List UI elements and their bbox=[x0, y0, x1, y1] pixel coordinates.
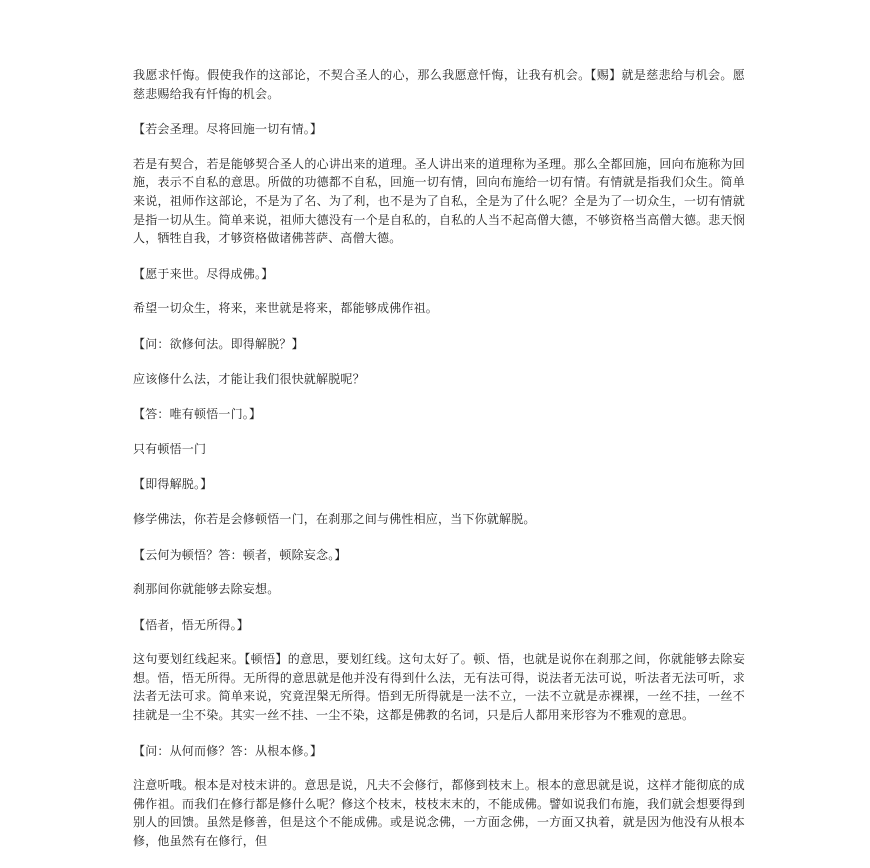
paragraph-repentance: 我愿求忏悔。假使我作的这部论，不契合圣人的心，那么我愿意忏悔，让我有机会。【赐】就是慈悲给与机会。愿慈悲赐给我有忏悔的机会。 bbox=[133, 68, 745, 101]
paragraph-root-practice: 注意听哦。根本是对枝末讲的。意思是说，凡夫不会修行，都修到枝末上。根本的意思就是说，这样才能彻底的成佛作祖。而我们在修行都是修什么呢？修这个枝末，枝枝末末的，不能成佛。譬如说我们布施，我们就会想要得到别人的回馈。虽然是修善，但是这个不能成佛。或是说念佛，一方面念佛，一方面又执着，就是因为他没有从根本修，他虽然有在修行，但 bbox=[133, 778, 745, 849]
paragraph-liberation: 修学佛法，你若是会修顿悟一门，在刹那之间与佛性相应，当下你就解脱。 bbox=[133, 511, 536, 526]
heading-answer-sudden: 【答：唯有顿悟一门。】 bbox=[133, 407, 262, 422]
paragraph-no-attainment: 这句要划红线起来。【顿悟】的意思，要划红线。这句太好了。顿、悟，也就是说你在刹那之间，你就能够去除妄想。悟，悟无所得。无所得的意思就是他并没有得到什么法，无有法可得，说法者无法可说，听法者无法可听，求法者无法可求。简单来说，究竟涅槃无所得。悟到无所得就是一法不立，一法不立就是赤裸裸，一丝不挂，一丝不挂就是一尘不染。其实一丝不挂、一尘不染，这都是佛教的名词，只是后人都用来形容为不雅观的意思。 bbox=[133, 652, 745, 723]
heading-no-attainment: 【悟者，悟无所得。】 bbox=[133, 617, 250, 632]
document-body bbox=[133, 66, 745, 868]
heading-root-practice: 【问：从何而修？答：从根本修。】 bbox=[133, 743, 323, 758]
paragraph-future-buddhahood: 希望一切众生，将来，来世就是将来，都能够成佛作祖。 bbox=[133, 301, 439, 316]
heading-future-buddhahood: 【愿于来世。尽得成佛。】 bbox=[133, 266, 274, 281]
paragraph-dedicate-merit: 若是有契合，若是能够契合圣人的心讲出来的道理。圣人讲出来的道理称为圣理。那么全都回施，回向布施称为回施，表示不自私的意思。所做的功德都不自私，回施一切有情，回向布施给一切有情。有情就是指我们众生。简单来说，祖师作这部论，不是为了名、为了利，也不是为了自私，全是为了什么呢？全是为了一切众生，一切有情就是指一切从生。简单来说，祖师大德没有一个是自私的，自私的人当不起高僧大德，不够资格当高僧大德。悲天悯人，牺牲自我，才够资格做诸佛菩萨、高僧大德。 bbox=[133, 156, 745, 246]
heading-dedicate-merit: 【若会圣理。尽将回施一切有情。】 bbox=[133, 122, 323, 137]
paragraph-answer-sudden: 只有顿悟一门 bbox=[133, 441, 207, 456]
heading-question-method: 【问：欲修何法。即得解脱？】 bbox=[133, 336, 304, 351]
paragraph-what-is-sudden: 刹那间你就能够去除妄想。 bbox=[133, 582, 280, 597]
paragraph-question-method: 应该修什么法，才能让我们很快就解脱呢？ bbox=[133, 371, 365, 386]
heading-liberation: 【即得解脱。】 bbox=[133, 477, 213, 492]
heading-what-is-sudden: 【云何为顿悟？答：顿者，顿除妄念。】 bbox=[133, 547, 347, 562]
